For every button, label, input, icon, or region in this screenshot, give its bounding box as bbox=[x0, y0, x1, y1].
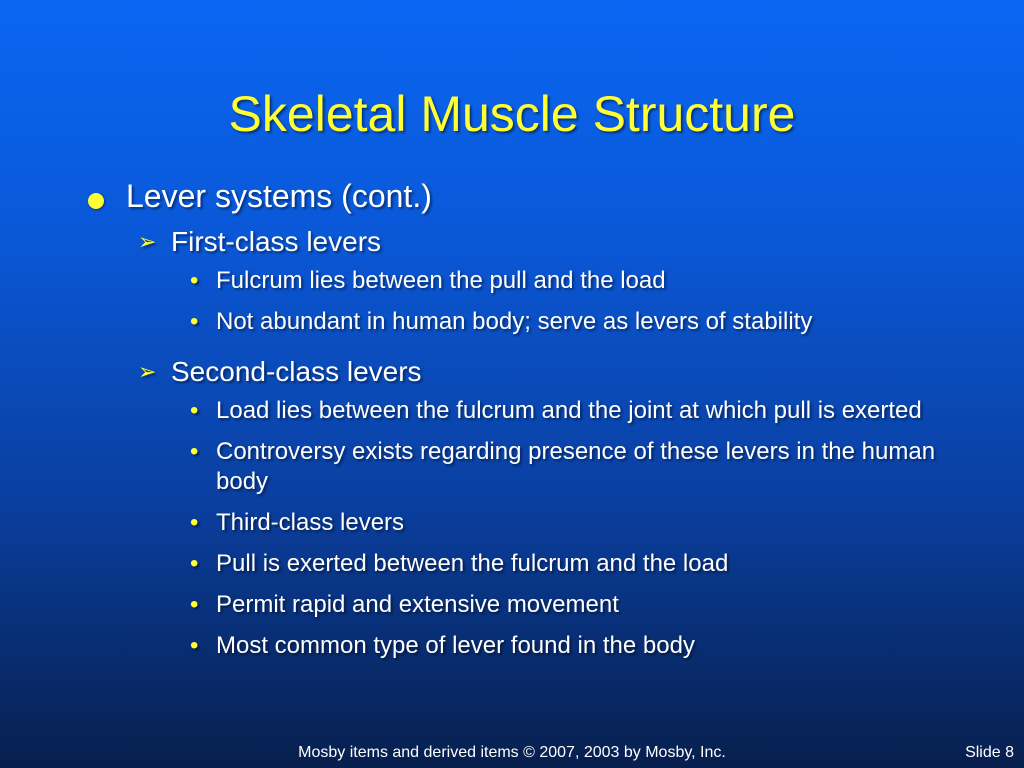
arrowhead-bullet-icon: ➢ bbox=[138, 359, 157, 384]
bullet-level1-item bbox=[0, 172, 1024, 220]
bullet-level3-item bbox=[0, 307, 936, 337]
bullet-level2-item bbox=[0, 222, 1024, 262]
dot-bullet-icon: • bbox=[190, 308, 199, 335]
arrowhead-bullet-icon: ➢ bbox=[138, 229, 157, 254]
bullet-text: Controversy exists regarding presence of these levers in the human body bbox=[216, 438, 936, 495]
round-bullet-icon bbox=[88, 193, 104, 209]
bullet-level3-item bbox=[0, 508, 936, 538]
bullet-level2-item bbox=[0, 352, 1024, 392]
bullet-level3-item bbox=[0, 437, 936, 497]
dot-bullet-icon: • bbox=[190, 438, 199, 465]
bullet-text: First-class levers bbox=[171, 226, 382, 257]
bullet-text: Not abundant in human body; serve as levers of stability bbox=[216, 308, 813, 335]
bullet-text: Fulcrum lies between the pull and the load bbox=[216, 267, 666, 294]
bullet-text: Lever systems (cont.) bbox=[126, 178, 432, 214]
dot-bullet-icon: • bbox=[190, 550, 199, 577]
bullet-text: Permit rapid and extensive movement bbox=[216, 591, 619, 618]
bullet-text: Third-class levers bbox=[216, 509, 405, 536]
bullet-list bbox=[0, 172, 1024, 672]
bullet-level3-item bbox=[0, 590, 936, 620]
bullet-text: Load lies between the fulcrum and the joint at which pull is exerted bbox=[216, 397, 922, 424]
bullet-level3-item bbox=[0, 631, 936, 661]
bullet-level3-item bbox=[0, 266, 936, 296]
slide-title: Skeletal Muscle Structure bbox=[228, 86, 796, 142]
dot-bullet-icon: • bbox=[190, 591, 199, 618]
dot-bullet-icon: • bbox=[190, 509, 199, 536]
bullet-text: Most common type of lever found in the body bbox=[216, 632, 695, 659]
dot-bullet-icon: • bbox=[190, 632, 199, 659]
dot-bullet-icon: • bbox=[190, 397, 199, 424]
copyright-notice: Mosby items and derived items © 2007, 2003 by Mosby, Inc. bbox=[298, 744, 726, 761]
bullet-level3-item bbox=[0, 549, 936, 579]
dot-bullet-icon: • bbox=[190, 267, 199, 294]
bullet-text: Pull is exerted between the fulcrum and the load bbox=[216, 550, 729, 577]
bullet-text: Second-class levers bbox=[171, 356, 422, 387]
slide-number: Slide 8 bbox=[965, 744, 1014, 761]
bullet-level3-item bbox=[0, 396, 936, 426]
slide-footer bbox=[0, 743, 1024, 763]
